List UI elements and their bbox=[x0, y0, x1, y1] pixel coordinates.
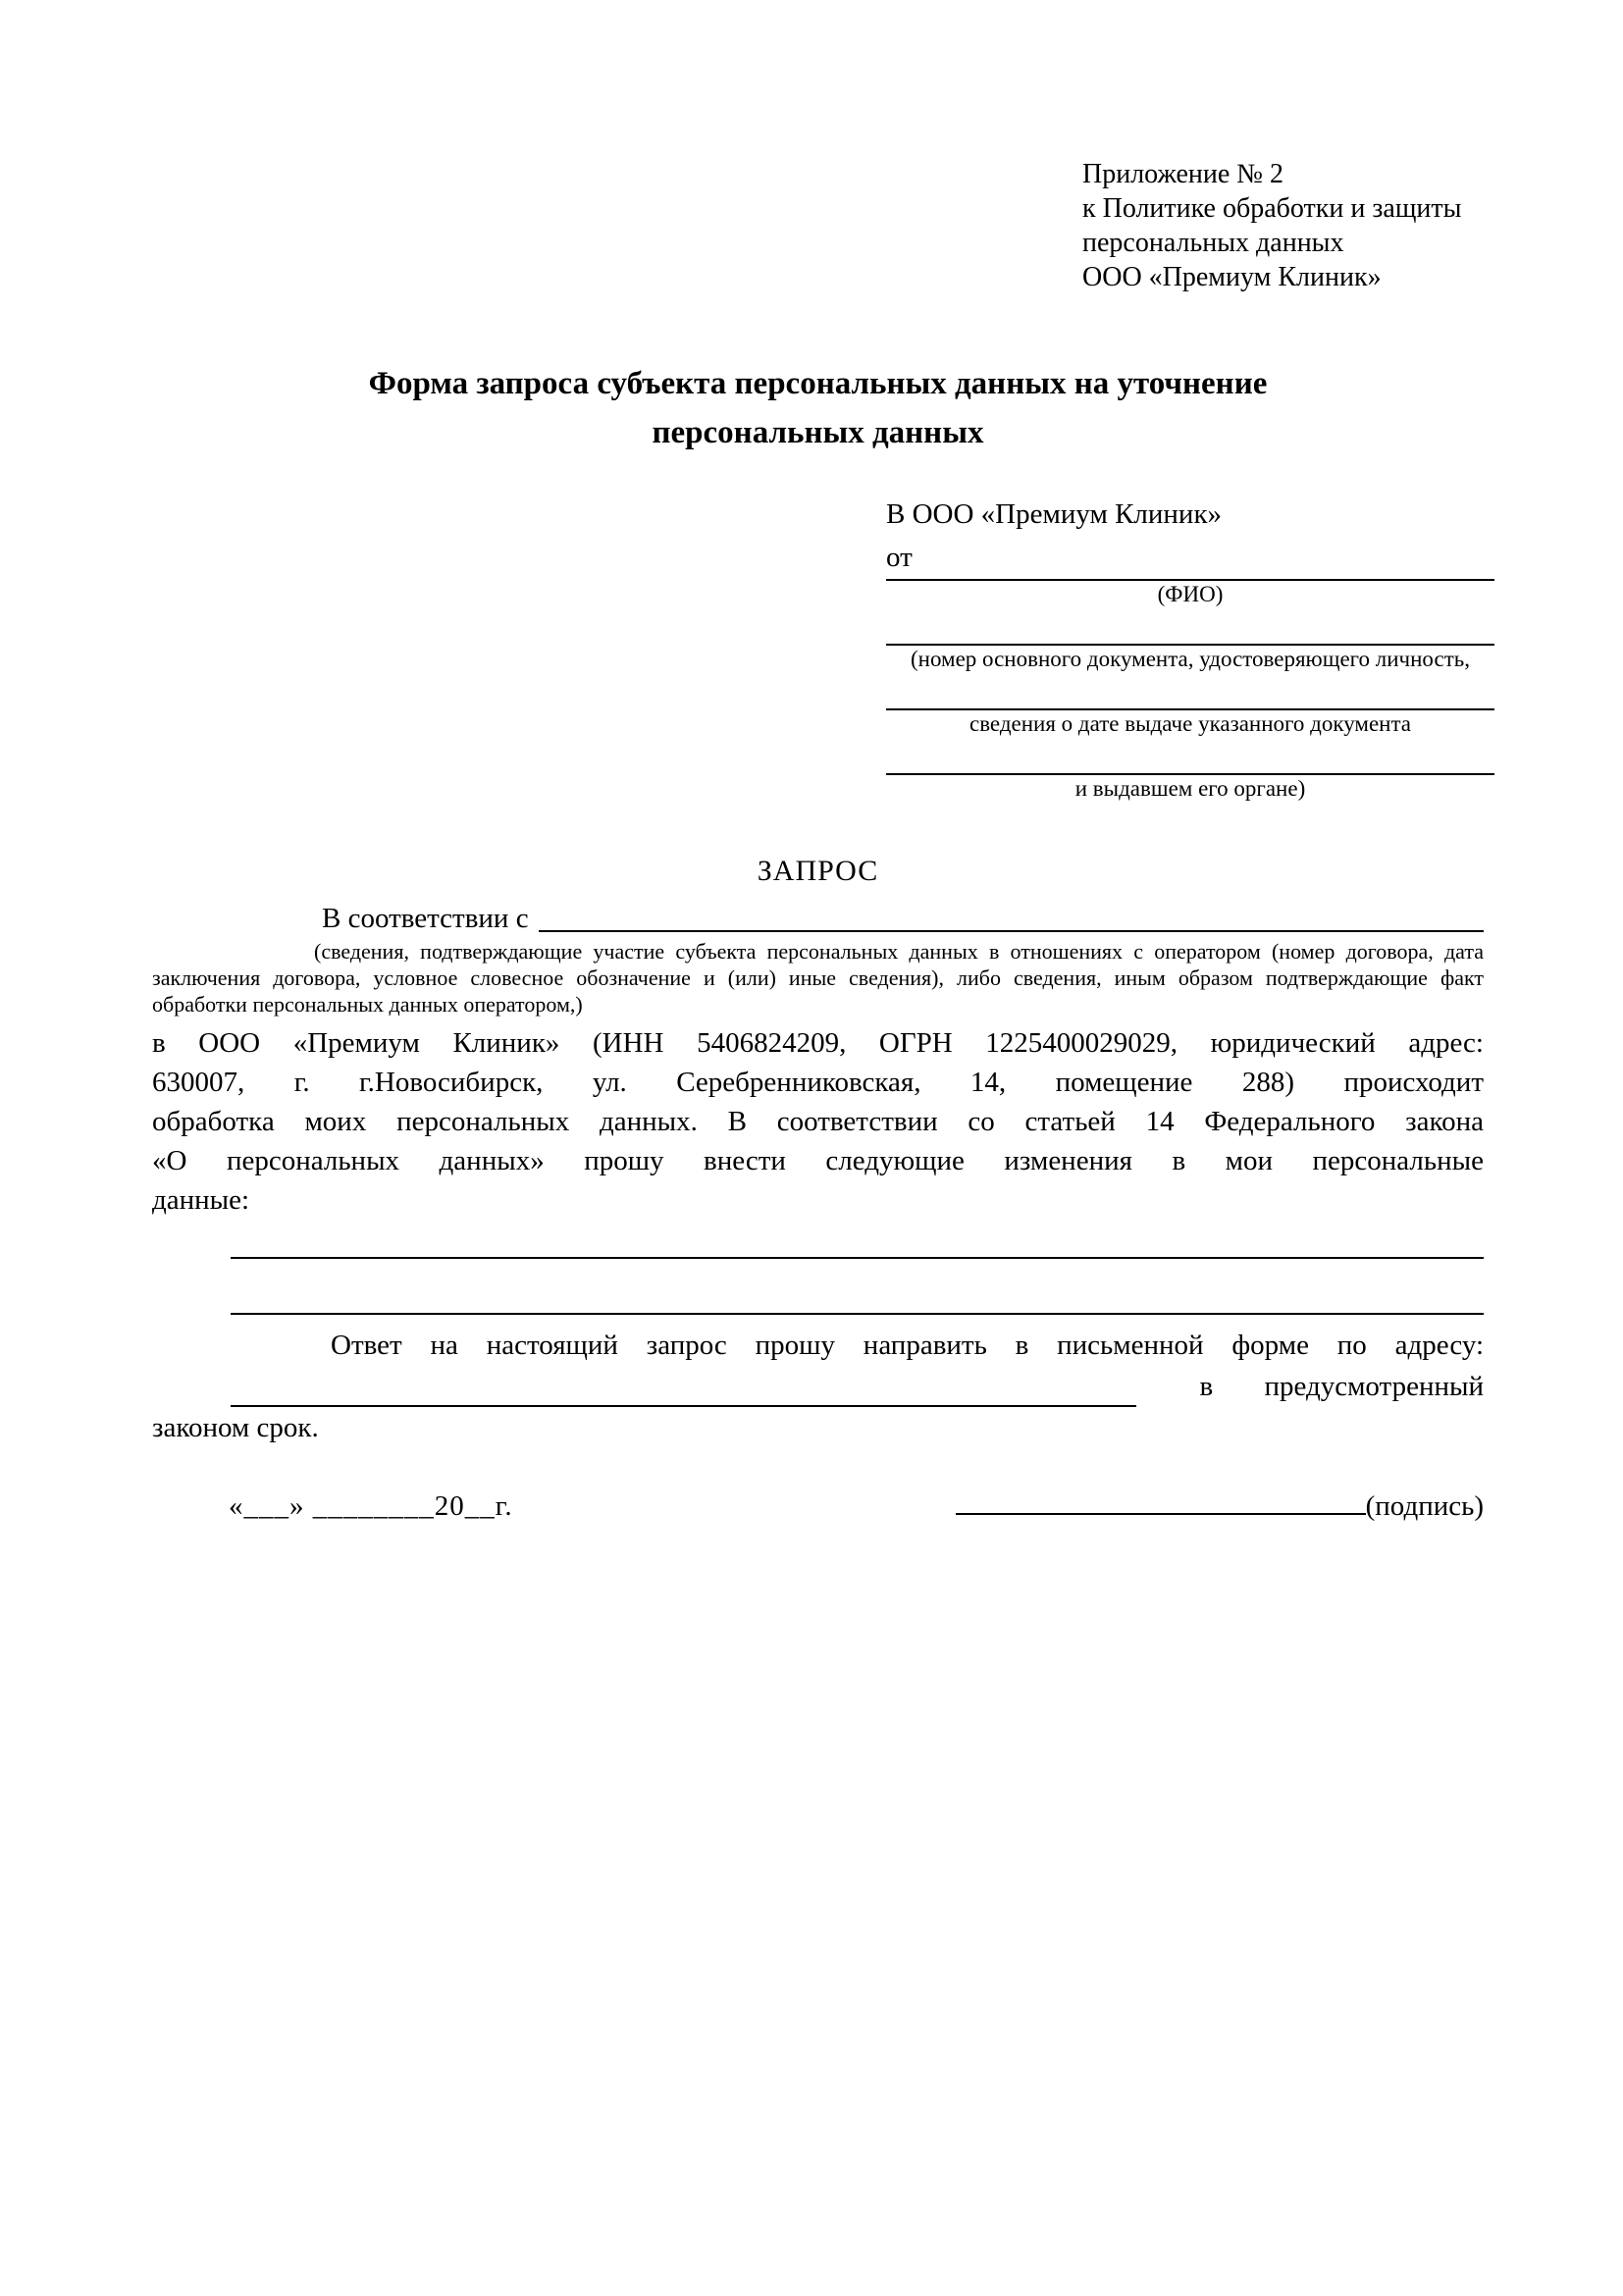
footnote-line: обработки персональных данных оператором,) bbox=[152, 992, 583, 1017]
title-line: персональных данных bbox=[652, 415, 984, 450]
address-blank-line bbox=[231, 1372, 1136, 1407]
annex-line: Приложение № 2 bbox=[1082, 159, 1283, 189]
body-line: «О персональных данных» прошу внести следующие изменения в мои персональные bbox=[152, 1145, 1484, 1176]
annex-line: персональных данных bbox=[1082, 228, 1344, 258]
issue-date-field bbox=[886, 708, 1494, 738]
body-line: обработка моих персональных данных. В соответствии со статьей 14 Федерального закона bbox=[152, 1106, 1484, 1137]
body-paragraph bbox=[152, 1023, 1484, 1220]
annex-line: ООО «Премиум Клиник» bbox=[1082, 262, 1382, 292]
document-title bbox=[152, 359, 1484, 457]
signature-area bbox=[956, 1486, 1484, 1527]
addressee-to: В ООО «Премиум Клиник» bbox=[886, 498, 1223, 530]
changes-blank-line bbox=[231, 1257, 1484, 1259]
body-line: данные: bbox=[152, 1184, 250, 1216]
fio-field bbox=[886, 579, 1494, 608]
signature-row bbox=[152, 1486, 1484, 1527]
addressee-from-label: от bbox=[886, 542, 913, 573]
reply-address-row bbox=[152, 1366, 1484, 1407]
intro-line bbox=[152, 899, 1484, 938]
fio-caption: (ФИО) bbox=[1157, 582, 1224, 606]
date-placeholder: «___» ________20__г. bbox=[229, 1490, 513, 1522]
reply-paragraph bbox=[152, 1325, 1484, 1448]
body-line: в ООО «Премиум Клиник» (ИНН 5406824209, ОГРН 1225400029029, юридический адрес: bbox=[152, 1027, 1484, 1059]
annex-line: к Политике обработки и защиты bbox=[1082, 193, 1462, 224]
footnote-line: (сведения, подтверждающие участие субъекта персональных данных в отношениях с оператором (номер договора, дата bbox=[314, 939, 1484, 964]
footnote-line: заключения договора, условное словесное обозначение и (или) иные сведения), либо сведения, иным образом подтверждающие факт bbox=[152, 965, 1484, 990]
request-heading: ЗАПРОС bbox=[757, 855, 879, 887]
issue-date-caption: сведения о дате выдаче указанного документа bbox=[969, 711, 1412, 736]
issuing-authority-caption: и выдавшем его органе) bbox=[1074, 776, 1306, 801]
signature-blank-line bbox=[956, 1486, 1366, 1515]
title-line: Форма запроса субъекта персональных данных на уточнение bbox=[368, 366, 1268, 401]
changes-blank-line bbox=[231, 1313, 1484, 1315]
signature-caption: (подпись) bbox=[1365, 1490, 1484, 1522]
footnote bbox=[152, 938, 1484, 1018]
addressee-block bbox=[886, 493, 1494, 803]
intro-blank-line bbox=[539, 899, 1484, 932]
annex-header bbox=[1082, 157, 1484, 294]
document-number-caption: (номер основного документа, удостоверяющего личность, bbox=[910, 647, 1470, 671]
issuing-authority-field bbox=[886, 773, 1494, 803]
reply-text: Ответ на настоящий запрос прошу направить в письменной форме по адресу: bbox=[331, 1330, 1484, 1361]
intro-prefix: В соответствии с bbox=[322, 903, 529, 934]
document-number-field bbox=[886, 644, 1494, 673]
reply-tail-text: в предусмотренный bbox=[1199, 1371, 1484, 1402]
body-line: 630007, г. г.Новосибирск, ул. Серебренниковская, 14, помещение 288) происходит bbox=[152, 1067, 1484, 1098]
reply-closing-text: законом срок. bbox=[152, 1412, 319, 1443]
